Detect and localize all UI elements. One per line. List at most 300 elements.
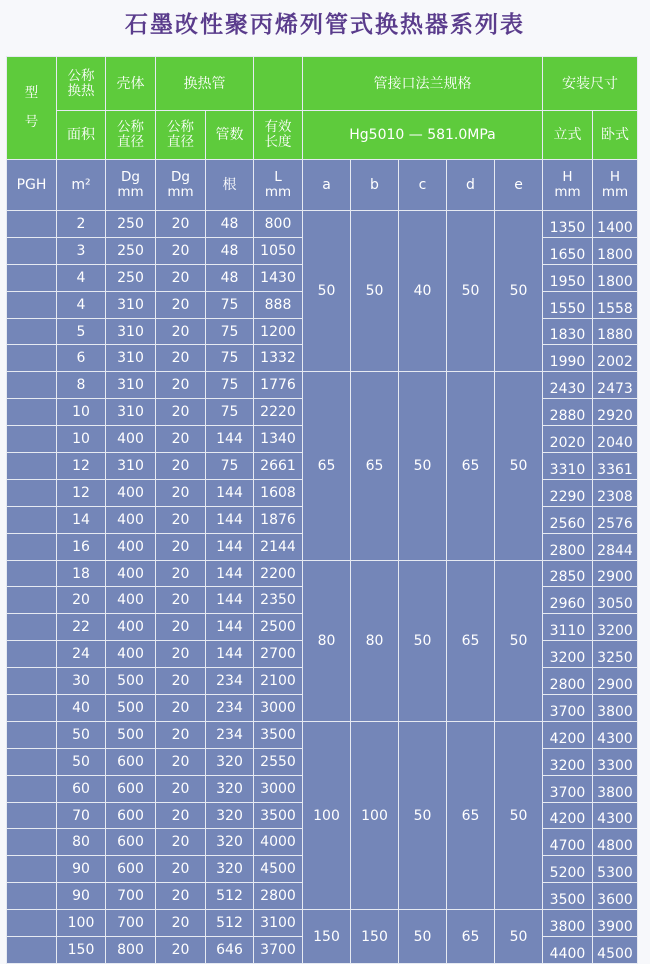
table-row: [7, 910, 638, 937]
header-tube-length-line1: 有效: [264, 119, 292, 135]
cell-shell-dia: 400: [106, 641, 156, 668]
unit-area: m²: [57, 160, 106, 211]
cell-tube-dia: 20: [156, 910, 206, 937]
cell-tube-length: 4500: [254, 856, 303, 883]
cell-tube-dia: 20: [156, 614, 206, 641]
cell-shell-dia: 310: [106, 291, 156, 318]
cell-model: [7, 560, 57, 587]
cell-tube-count: 144: [206, 426, 254, 453]
cell-install-horizontal: 2900: [593, 560, 638, 587]
cell-tube-length: 2200: [254, 560, 303, 587]
cell-shell-dia: 700: [106, 910, 156, 937]
cell-tube-length: 2500: [254, 614, 303, 641]
cell-flange-e: 50: [495, 910, 543, 964]
cell-area: 90: [57, 856, 106, 883]
cell-tube-dia: 20: [156, 883, 206, 910]
cell-flange-d: 65: [447, 560, 495, 721]
cell-tube-length: 888: [254, 291, 303, 318]
cell-shell-dia: 310: [106, 399, 156, 426]
cell-install-vertical: 3110: [543, 614, 593, 641]
cell-model: [7, 614, 57, 641]
col-header-area-top: [57, 57, 106, 111]
unit-tube-length-line1: L: [274, 169, 282, 185]
unit-shell: [106, 160, 156, 211]
cell-shell-dia: 800: [106, 937, 156, 964]
cell-tube-length: 1332: [254, 345, 303, 372]
cell-area: 6: [57, 345, 106, 372]
cell-model: [7, 318, 57, 345]
col-header-tube-count: 管数: [206, 111, 254, 160]
cell-area: 40: [57, 695, 106, 722]
cell-model: [7, 372, 57, 399]
cell-tube-length: 1776: [254, 372, 303, 399]
col-header-area: 面积: [57, 111, 106, 160]
cell-install-horizontal: 4300: [593, 802, 638, 829]
cell-install-vertical: 2800: [543, 533, 593, 560]
unit-vertical-line2: mm: [554, 184, 581, 200]
unit-b: b: [351, 160, 399, 211]
cell-shell-dia: 400: [106, 587, 156, 614]
cell-model: [7, 291, 57, 318]
cell-area: 14: [57, 506, 106, 533]
cell-install-horizontal: 3250: [593, 641, 638, 668]
cell-shell-dia: 500: [106, 668, 156, 695]
col-header-flange: 管接口法兰规格: [303, 57, 543, 111]
col-header-tube-length: [254, 111, 303, 160]
cell-install-horizontal: 4800: [593, 829, 638, 856]
cell-model: [7, 937, 57, 964]
cell-area: 70: [57, 802, 106, 829]
cell-area: 12: [57, 453, 106, 480]
col-header-tube-dia: [156, 111, 206, 160]
cell-tube-dia: 20: [156, 291, 206, 318]
cell-flange-d: 50: [447, 211, 495, 372]
cell-area: 80: [57, 829, 106, 856]
cell-tube-count: 144: [206, 479, 254, 506]
cell-install-vertical: 4400: [543, 937, 593, 964]
cell-flange-b: 65: [351, 372, 399, 560]
cell-area: 2: [57, 211, 106, 238]
cell-flange-c: 50: [399, 372, 447, 560]
cell-shell-dia: 310: [106, 318, 156, 345]
unit-horizontal-line2: mm: [601, 184, 629, 200]
cell-flange-b: 150: [351, 910, 399, 964]
cell-shell-dia: 600: [106, 829, 156, 856]
cell-area: 4: [57, 264, 106, 291]
cell-tube-dia: 20: [156, 211, 206, 238]
header-shell-dia-line1: 公称: [117, 119, 144, 135]
cell-flange-c: 40: [399, 211, 447, 372]
cell-install-horizontal: 4300: [593, 721, 638, 748]
cell-install-horizontal: 3600: [593, 883, 638, 910]
cell-tube-dia: 20: [156, 587, 206, 614]
header-row-1: [7, 57, 638, 111]
cell-tube-dia: 20: [156, 533, 206, 560]
cell-install-horizontal: 2920: [593, 399, 638, 426]
unit-tube-dia: [156, 160, 206, 211]
cell-model: [7, 910, 57, 937]
cell-tube-length: 800: [254, 211, 303, 238]
cell-area: 5: [57, 318, 106, 345]
cell-tube-length: 3500: [254, 802, 303, 829]
unit-tube-count: 根: [206, 160, 254, 211]
cell-area: 18: [57, 560, 106, 587]
col-header-install: 安装尺寸: [543, 57, 638, 111]
cell-model: [7, 748, 57, 775]
cell-install-vertical: 2850: [543, 560, 593, 587]
cell-install-vertical: 2800: [543, 668, 593, 695]
cell-tube-dia: 20: [156, 453, 206, 480]
cell-shell-dia: 600: [106, 856, 156, 883]
cell-install-horizontal: 3361: [593, 453, 638, 480]
unit-tube-dia-line1: Dg: [171, 169, 190, 185]
cell-install-horizontal: 5300: [593, 856, 638, 883]
cell-tube-length: 2100: [254, 668, 303, 695]
cell-tube-count: 48: [206, 211, 254, 238]
cell-tube-dia: 20: [156, 695, 206, 722]
cell-shell-dia: 400: [106, 506, 156, 533]
unit-tube-length: [254, 160, 303, 211]
cell-tube-count: 144: [206, 560, 254, 587]
cell-tube-length: 4000: [254, 829, 303, 856]
cell-flange-a: 65: [303, 372, 351, 560]
cell-tube-count: 75: [206, 453, 254, 480]
cell-flange-e: 50: [495, 211, 543, 372]
cell-tube-length: 1608: [254, 479, 303, 506]
cell-tube-count: 75: [206, 291, 254, 318]
cell-tube-count: 144: [206, 506, 254, 533]
cell-flange-a: 100: [303, 721, 351, 909]
cell-install-horizontal: 2900: [593, 668, 638, 695]
cell-install-horizontal: 2576: [593, 506, 638, 533]
unit-model: PGH: [7, 160, 57, 211]
header-shell-dia-line2: 直径: [117, 134, 144, 150]
cell-model: [7, 829, 57, 856]
unit-shell-line1: Dg: [121, 169, 140, 185]
header-area-line1: 公称: [67, 67, 95, 84]
unit-c: c: [399, 160, 447, 211]
cell-install-vertical: 3310: [543, 453, 593, 480]
table-row: [7, 372, 638, 399]
cell-model: [7, 883, 57, 910]
cell-install-horizontal: 2002: [593, 345, 638, 372]
cell-model: [7, 479, 57, 506]
cell-tube-dia: 20: [156, 829, 206, 856]
cell-tube-length: 2550: [254, 748, 303, 775]
cell-shell-dia: 600: [106, 802, 156, 829]
cell-tube-count: 144: [206, 533, 254, 560]
cell-tube-length: 3000: [254, 695, 303, 722]
cell-tube-length: 1050: [254, 237, 303, 264]
cell-flange-c: 50: [399, 560, 447, 721]
cell-tube-length: 1340: [254, 426, 303, 453]
cell-install-horizontal: 2844: [593, 533, 638, 560]
cell-shell-dia: 600: [106, 775, 156, 802]
cell-model: [7, 426, 57, 453]
cell-install-horizontal: 3900: [593, 910, 638, 937]
cell-shell-dia: 250: [106, 211, 156, 238]
col-header-shell-dia: [106, 111, 156, 160]
cell-tube-count: 75: [206, 399, 254, 426]
cell-install-horizontal: 1880: [593, 318, 638, 345]
cell-install-horizontal: 2040: [593, 426, 638, 453]
cell-install-horizontal: 1800: [593, 264, 638, 291]
cell-install-vertical: 4200: [543, 802, 593, 829]
cell-tube-count: 646: [206, 937, 254, 964]
cell-area: 30: [57, 668, 106, 695]
cell-tube-count: 75: [206, 318, 254, 345]
cell-area: 22: [57, 614, 106, 641]
cell-shell-dia: 700: [106, 883, 156, 910]
col-header-flange-std: Hg5010 — 581.0MPa: [303, 111, 543, 160]
cell-install-horizontal: 2308: [593, 479, 638, 506]
cell-install-horizontal: 2473: [593, 372, 638, 399]
cell-tube-length: 3700: [254, 937, 303, 964]
cell-tube-count: 75: [206, 345, 254, 372]
cell-shell-dia: 400: [106, 614, 156, 641]
cell-area: 150: [57, 937, 106, 964]
cell-install-vertical: 2020: [543, 426, 593, 453]
cell-install-vertical: 3500: [543, 883, 593, 910]
unit-tube-dia-line2: mm: [167, 184, 194, 200]
spec-table: [6, 56, 638, 964]
cell-flange-c: 50: [399, 721, 447, 909]
cell-tube-length: 3100: [254, 910, 303, 937]
cell-install-horizontal: 4500: [593, 937, 638, 964]
cell-area: 3: [57, 237, 106, 264]
cell-tube-dia: 20: [156, 856, 206, 883]
unit-horizontal-line1: H: [609, 169, 621, 185]
cell-install-vertical: 1950: [543, 264, 593, 291]
header-model-line2: 号: [24, 114, 39, 130]
cell-shell-dia: 310: [106, 453, 156, 480]
cell-tube-count: 144: [206, 641, 254, 668]
cell-area: 16: [57, 533, 106, 560]
cell-tube-dia: 20: [156, 775, 206, 802]
cell-install-vertical: 1650: [543, 237, 593, 264]
cell-area: 90: [57, 883, 106, 910]
cell-flange-a: 150: [303, 910, 351, 964]
cell-install-vertical: 2430: [543, 372, 593, 399]
cell-area: 10: [57, 399, 106, 426]
cell-shell-dia: 400: [106, 479, 156, 506]
cell-tube-dia: 20: [156, 721, 206, 748]
cell-tube-length: 1430: [254, 264, 303, 291]
cell-tube-length: 2220: [254, 399, 303, 426]
unit-shell-line2: mm: [117, 184, 144, 200]
cell-area: 50: [57, 748, 106, 775]
cell-tube-count: 144: [206, 587, 254, 614]
cell-tube-count: 234: [206, 721, 254, 748]
cell-model: [7, 695, 57, 722]
cell-shell-dia: 250: [106, 237, 156, 264]
units-row: [7, 160, 638, 211]
cell-area: 12: [57, 479, 106, 506]
cell-model: [7, 345, 57, 372]
cell-tube-count: 320: [206, 829, 254, 856]
cell-flange-c: 50: [399, 910, 447, 964]
cell-shell-dia: 400: [106, 560, 156, 587]
cell-model: [7, 237, 57, 264]
cell-model: [7, 856, 57, 883]
cell-shell-dia: 310: [106, 345, 156, 372]
cell-shell-dia: 250: [106, 264, 156, 291]
unit-tube-length-line2: mm: [264, 184, 292, 200]
cell-install-horizontal: 1400: [593, 211, 638, 238]
cell-install-vertical: 1830: [543, 318, 593, 345]
col-header-model: [7, 57, 57, 160]
cell-model: [7, 775, 57, 802]
cell-tube-dia: 20: [156, 426, 206, 453]
cell-flange-d: 65: [447, 721, 495, 909]
cell-tube-length: 2700: [254, 641, 303, 668]
cell-install-vertical: 1990: [543, 345, 593, 372]
cell-model: [7, 641, 57, 668]
cell-area: 8: [57, 372, 106, 399]
cell-install-vertical: 4200: [543, 721, 593, 748]
cell-tube-dia: 20: [156, 748, 206, 775]
cell-area: 20: [57, 587, 106, 614]
cell-tube-count: 512: [206, 910, 254, 937]
col-header-horizontal: 卧式: [593, 111, 638, 160]
cell-tube-dia: 20: [156, 399, 206, 426]
cell-flange-b: 50: [351, 211, 399, 372]
cell-area: 60: [57, 775, 106, 802]
cell-install-horizontal: 1800: [593, 237, 638, 264]
cell-tube-dia: 20: [156, 372, 206, 399]
page-title: 石墨改性聚丙烯列管式换热器系列表: [125, 12, 525, 38]
table-row: [7, 721, 638, 748]
cell-install-vertical: 1550: [543, 291, 593, 318]
cell-model: [7, 587, 57, 614]
cell-install-horizontal: 3800: [593, 695, 638, 722]
unit-e: e: [495, 160, 543, 211]
cell-install-vertical: 3200: [543, 748, 593, 775]
cell-flange-a: 50: [303, 211, 351, 372]
table-row: [7, 560, 638, 587]
cell-area: 10: [57, 426, 106, 453]
cell-model: [7, 533, 57, 560]
unit-horizontal: [593, 160, 638, 211]
col-header-tube: 换热管: [156, 57, 254, 111]
cell-tube-length: 1200: [254, 318, 303, 345]
cell-install-vertical: 3800: [543, 910, 593, 937]
cell-area: 100: [57, 910, 106, 937]
header-tube-dia-line2: 直径: [167, 134, 194, 150]
cell-flange-d: 65: [447, 372, 495, 560]
cell-install-vertical: 2560: [543, 506, 593, 533]
cell-install-vertical: 3200: [543, 641, 593, 668]
cell-flange-d: 65: [447, 910, 495, 964]
cell-tube-dia: 20: [156, 937, 206, 964]
unit-vertical: [543, 160, 593, 211]
header-tube-dia-line1: 公称: [167, 119, 194, 135]
cell-tube-length: 3000: [254, 775, 303, 802]
header-tube-length-line2: 长度: [264, 134, 292, 150]
cell-install-vertical: 2960: [543, 587, 593, 614]
cell-tube-count: 234: [206, 695, 254, 722]
header-row-2: [7, 111, 638, 160]
cell-install-horizontal: 3800: [593, 775, 638, 802]
cell-tube-dia: 20: [156, 479, 206, 506]
cell-install-horizontal: 3300: [593, 748, 638, 775]
cell-tube-dia: 20: [156, 506, 206, 533]
cell-tube-dia: 20: [156, 668, 206, 695]
cell-tube-length: 2350: [254, 587, 303, 614]
cell-area: 4: [57, 291, 106, 318]
cell-tube-count: 320: [206, 802, 254, 829]
cell-flange-b: 100: [351, 721, 399, 909]
cell-install-vertical: 3700: [543, 775, 593, 802]
cell-install-vertical: 4700: [543, 829, 593, 856]
unit-vertical-line1: H: [562, 169, 573, 185]
cell-model: [7, 668, 57, 695]
cell-tube-dia: 20: [156, 318, 206, 345]
unit-a: a: [303, 160, 351, 211]
cell-flange-b: 80: [351, 560, 399, 721]
cell-shell-dia: 500: [106, 721, 156, 748]
cell-tube-dia: 20: [156, 345, 206, 372]
cell-tube-length: 1876: [254, 506, 303, 533]
cell-model: [7, 802, 57, 829]
cell-install-vertical: 2290: [543, 479, 593, 506]
cell-area: 50: [57, 721, 106, 748]
cell-shell-dia: 310: [106, 372, 156, 399]
cell-tube-count: 48: [206, 264, 254, 291]
cell-tube-count: 234: [206, 668, 254, 695]
cell-tube-dia: 20: [156, 560, 206, 587]
cell-tube-count: 48: [206, 237, 254, 264]
cell-tube-count: 320: [206, 748, 254, 775]
cell-tube-dia: 20: [156, 641, 206, 668]
cell-shell-dia: 600: [106, 748, 156, 775]
cell-install-horizontal: 1558: [593, 291, 638, 318]
cell-tube-length: 2144: [254, 533, 303, 560]
cell-flange-a: 80: [303, 560, 351, 721]
cell-model: [7, 453, 57, 480]
cell-model: [7, 506, 57, 533]
cell-model: [7, 399, 57, 426]
cell-tube-dia: 20: [156, 802, 206, 829]
cell-install-horizontal: 3200: [593, 614, 638, 641]
cell-model: [7, 211, 57, 238]
cell-tube-count: 320: [206, 775, 254, 802]
cell-flange-e: 50: [495, 560, 543, 721]
cell-tube-length: 2800: [254, 883, 303, 910]
cell-tube-count: 512: [206, 883, 254, 910]
cell-flange-e: 50: [495, 372, 543, 560]
cell-tube-count: 144: [206, 614, 254, 641]
cell-shell-dia: 500: [106, 695, 156, 722]
header-model-line1: 型: [24, 85, 39, 101]
cell-model: [7, 264, 57, 291]
cell-install-vertical: 2880: [543, 399, 593, 426]
cell-area: 24: [57, 641, 106, 668]
unit-d: d: [447, 160, 495, 211]
cell-tube-count: 75: [206, 372, 254, 399]
header-area-line2: 换热: [67, 82, 95, 99]
cell-tube-dia: 20: [156, 237, 206, 264]
cell-install-vertical: 1350: [543, 211, 593, 238]
col-header-vertical: 立式: [543, 111, 593, 160]
cell-shell-dia: 400: [106, 533, 156, 560]
col-header-blank: [254, 57, 303, 111]
cell-tube-count: 320: [206, 856, 254, 883]
cell-tube-length: 2661: [254, 453, 303, 480]
col-header-shell: 壳体: [106, 57, 156, 111]
cell-model: [7, 721, 57, 748]
cell-install-vertical: 3700: [543, 695, 593, 722]
